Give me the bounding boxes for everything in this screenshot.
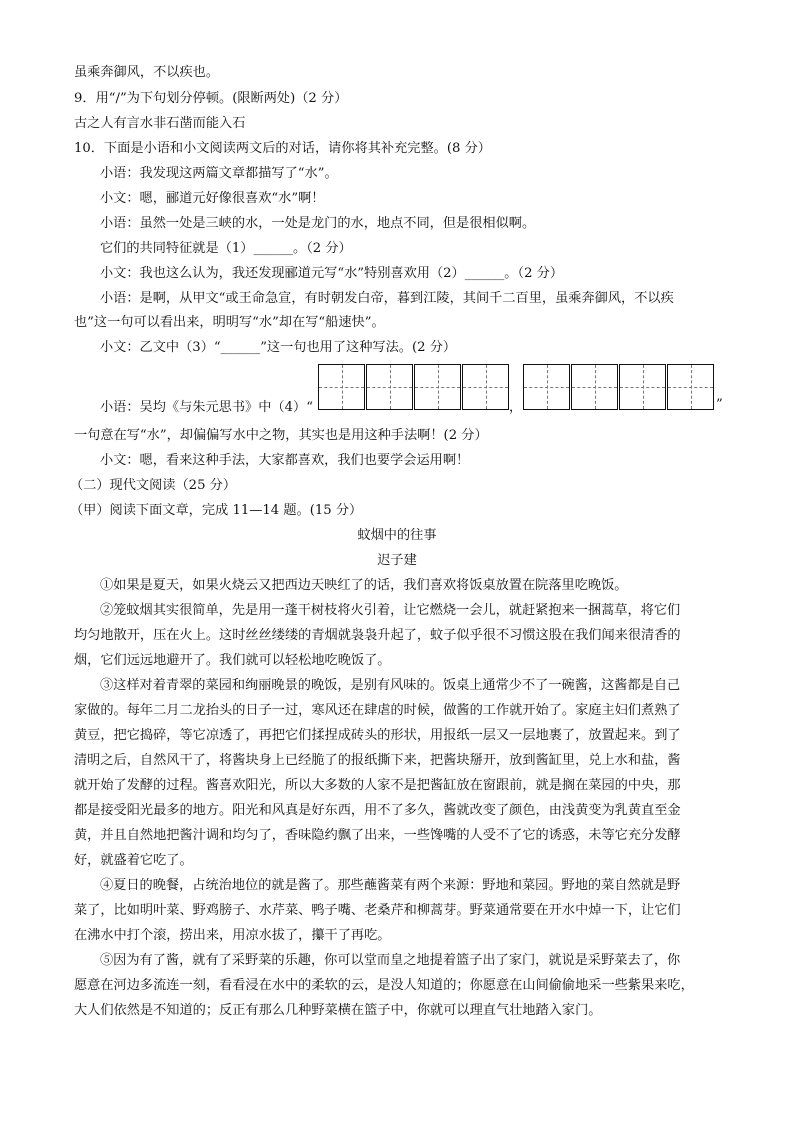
- dialogue-line: 小语：我发现这两篇文章都描写了“水”。: [100, 166, 338, 181]
- grid-cell[interactable]: [619, 364, 666, 410]
- dialogue-line: 小语：虽然一处是三峡的水，一处是龙门的水，地点不同，但是很相似啊。: [100, 216, 536, 231]
- grid-cell[interactable]: [667, 364, 714, 410]
- answer-grid-2[interactable]: [523, 364, 715, 412]
- question-9: 9．用“/”为下句划分停顿。(限断两处)（2 分）: [74, 91, 348, 106]
- dialogue-line: 也”这一句可以看出来，明明写“水”却在写“船速快”。: [74, 315, 385, 330]
- article-author: 迟子建: [377, 553, 417, 568]
- paragraph-3: 家做的。每年二月二龙抬头的日子一过，寒风还在肆虐的时候，做酱的工作就开始了。家庭主妇们煮熟了: [74, 703, 681, 718]
- reading-instruction: （甲）阅读下面文章，完成 11—14 题。(15 分）: [70, 503, 363, 518]
- paragraph-3: 清明之后，自然风干了，将酱块身上已经脆了的报纸撕下来，把酱块掰开，放到酱缸里，兑上水和盐，酱: [74, 753, 681, 768]
- paragraph-3: 黄，并且自然地把酱汁调和均匀了，香味隐约飘了出来，一些馋嘴的人受不了它的诱惑，未等它充分发酵: [74, 828, 681, 843]
- dialogue-line: 一句意在写“水”，却偏偏写水中之物，其实也是用这种手法啊！(2 分）: [74, 428, 488, 443]
- paragraph-4: ④夏日的晚餐，占统治地位的就是酱了。那些蘸酱菜有两个来源：野地和菜园。野地的菜自然就是野: [100, 878, 681, 893]
- section-heading: （二）现代文阅读（25 分）: [70, 478, 237, 493]
- dialogue-line: 小文：嗯，郦道元好像很喜欢“水”啊！: [100, 191, 325, 206]
- close-quote: ”: [716, 397, 723, 412]
- paragraph-1: ①如果是夏天，如果火烧云又把西边天映红了的话，我们喜欢将饭桌放置在院落里吃晚饭。: [100, 578, 628, 593]
- paragraph-5: 大人们依然是不知道的；反正有那么几种野菜横在篮子中，你就可以理直气壮地踏入家门。: [74, 1003, 602, 1018]
- dialogue-blank-2: 小文：我也这么认为，我还发现郦道元写“水”特别喜欢用（2）______。（2 分）: [100, 266, 564, 281]
- paragraph-5: ⑤因为有了酱，就有了采野菜的乐趣，你可以堂而皇之地提着篮子出了家门，就说是采野菜去了，你: [100, 953, 681, 968]
- grid-cell[interactable]: [414, 364, 461, 410]
- question-9-sentence: 古之人有言水非石凿而能入石: [74, 116, 246, 131]
- dialogue-line: 小文：嗯，看来这种手法，大家都喜欢，我们也要学会运用啊！: [100, 453, 470, 468]
- paragraph-4: 在沸水中打个滚，捞出来，用凉水拔了，攥干了再吃。: [74, 928, 391, 943]
- grid-cell[interactable]: [318, 364, 365, 410]
- paragraph-3: 黄豆，把它捣碎，等它凉透了，再把它们揉捏成砖头的形状，用报纸一层又一层地裹了，放置起来。到了: [74, 728, 681, 743]
- paragraph-3: 都是接受阳光最多的地方。阳光和风真是好东西，用不了多久，酱就改变了颜色，由浅黄变为乳黄直至金: [74, 803, 681, 818]
- grid-cell[interactable]: [571, 364, 618, 410]
- paragraph-2: 均匀地散开，压在火上。这时丝丝缕缕的青烟就袅袅升起了，蚊子似乎很不习惯这股在我们闻来很清香的: [74, 628, 681, 643]
- paragraph-2: 烟，它们远远地避开了。我们就可以轻松地吃晚饭了。: [74, 653, 391, 668]
- text-line: 虽乘奔御风，不以疾也。: [74, 65, 220, 80]
- comma: ，: [509, 400, 523, 415]
- article-title: 蚊烟中的往事: [357, 528, 437, 543]
- answer-grid-1[interactable]: [318, 364, 510, 412]
- grid-cell[interactable]: [462, 364, 509, 410]
- paragraph-3: 好，就盛着它吃了。: [74, 853, 193, 868]
- paragraph-3: 就开始了发酵的过程。酱喜欢阳光，所以大多数的人家不是把酱缸放在窗跟前，就是搁在菜园的中央，那: [74, 778, 681, 793]
- paragraph-3: ③这样对着青翠的菜园和绚丽晚景的晚饭，是别有风味的。饭桌上通常少不了一碗酱，这酱都是自己: [100, 678, 681, 693]
- paragraph-2: ②笼蚊烟其实很简单，先是用一蓬干树枝将火引着，让它燃烧一会儿，就赶紧抱来一捆蒿草，将它们: [100, 603, 681, 618]
- grid-cell[interactable]: [366, 364, 413, 410]
- dialogue-blank-3: 小文：乙文中（3）“______”这一句也用了这种写法。(2 分）: [100, 340, 457, 355]
- dialogue-blank-4: 小语：吴均《与朱元思书》中（4）“: [100, 400, 313, 415]
- question-10: 10．下面是小语和小文阅读两文后的对话，请你将其补充完整。(8 分）: [74, 141, 491, 156]
- dialogue-blank-1: 它们的共同特征就是（1）______。（2 分）: [100, 241, 352, 256]
- dialogue-line: 小语：是啊，从甲文“或王命急宣，有时朝发白帝，暮到江陵，其间千二百里，虽乘奔御风，不以疾: [100, 291, 674, 306]
- paragraph-4: 菜了，比如明叶菜、野鸡膀子、水芹菜、鸭子嘴、老桑芹和柳蒿芽。野菜通常要在开水中焯一下，让它们: [74, 903, 681, 918]
- grid-cell[interactable]: [523, 364, 570, 410]
- paragraph-5: 愿意在河边多流连一刻，看看浸在水中的柔软的云，是没人知道的；你愿意在山间偷偷地采一些紫果来吃，: [74, 978, 694, 993]
